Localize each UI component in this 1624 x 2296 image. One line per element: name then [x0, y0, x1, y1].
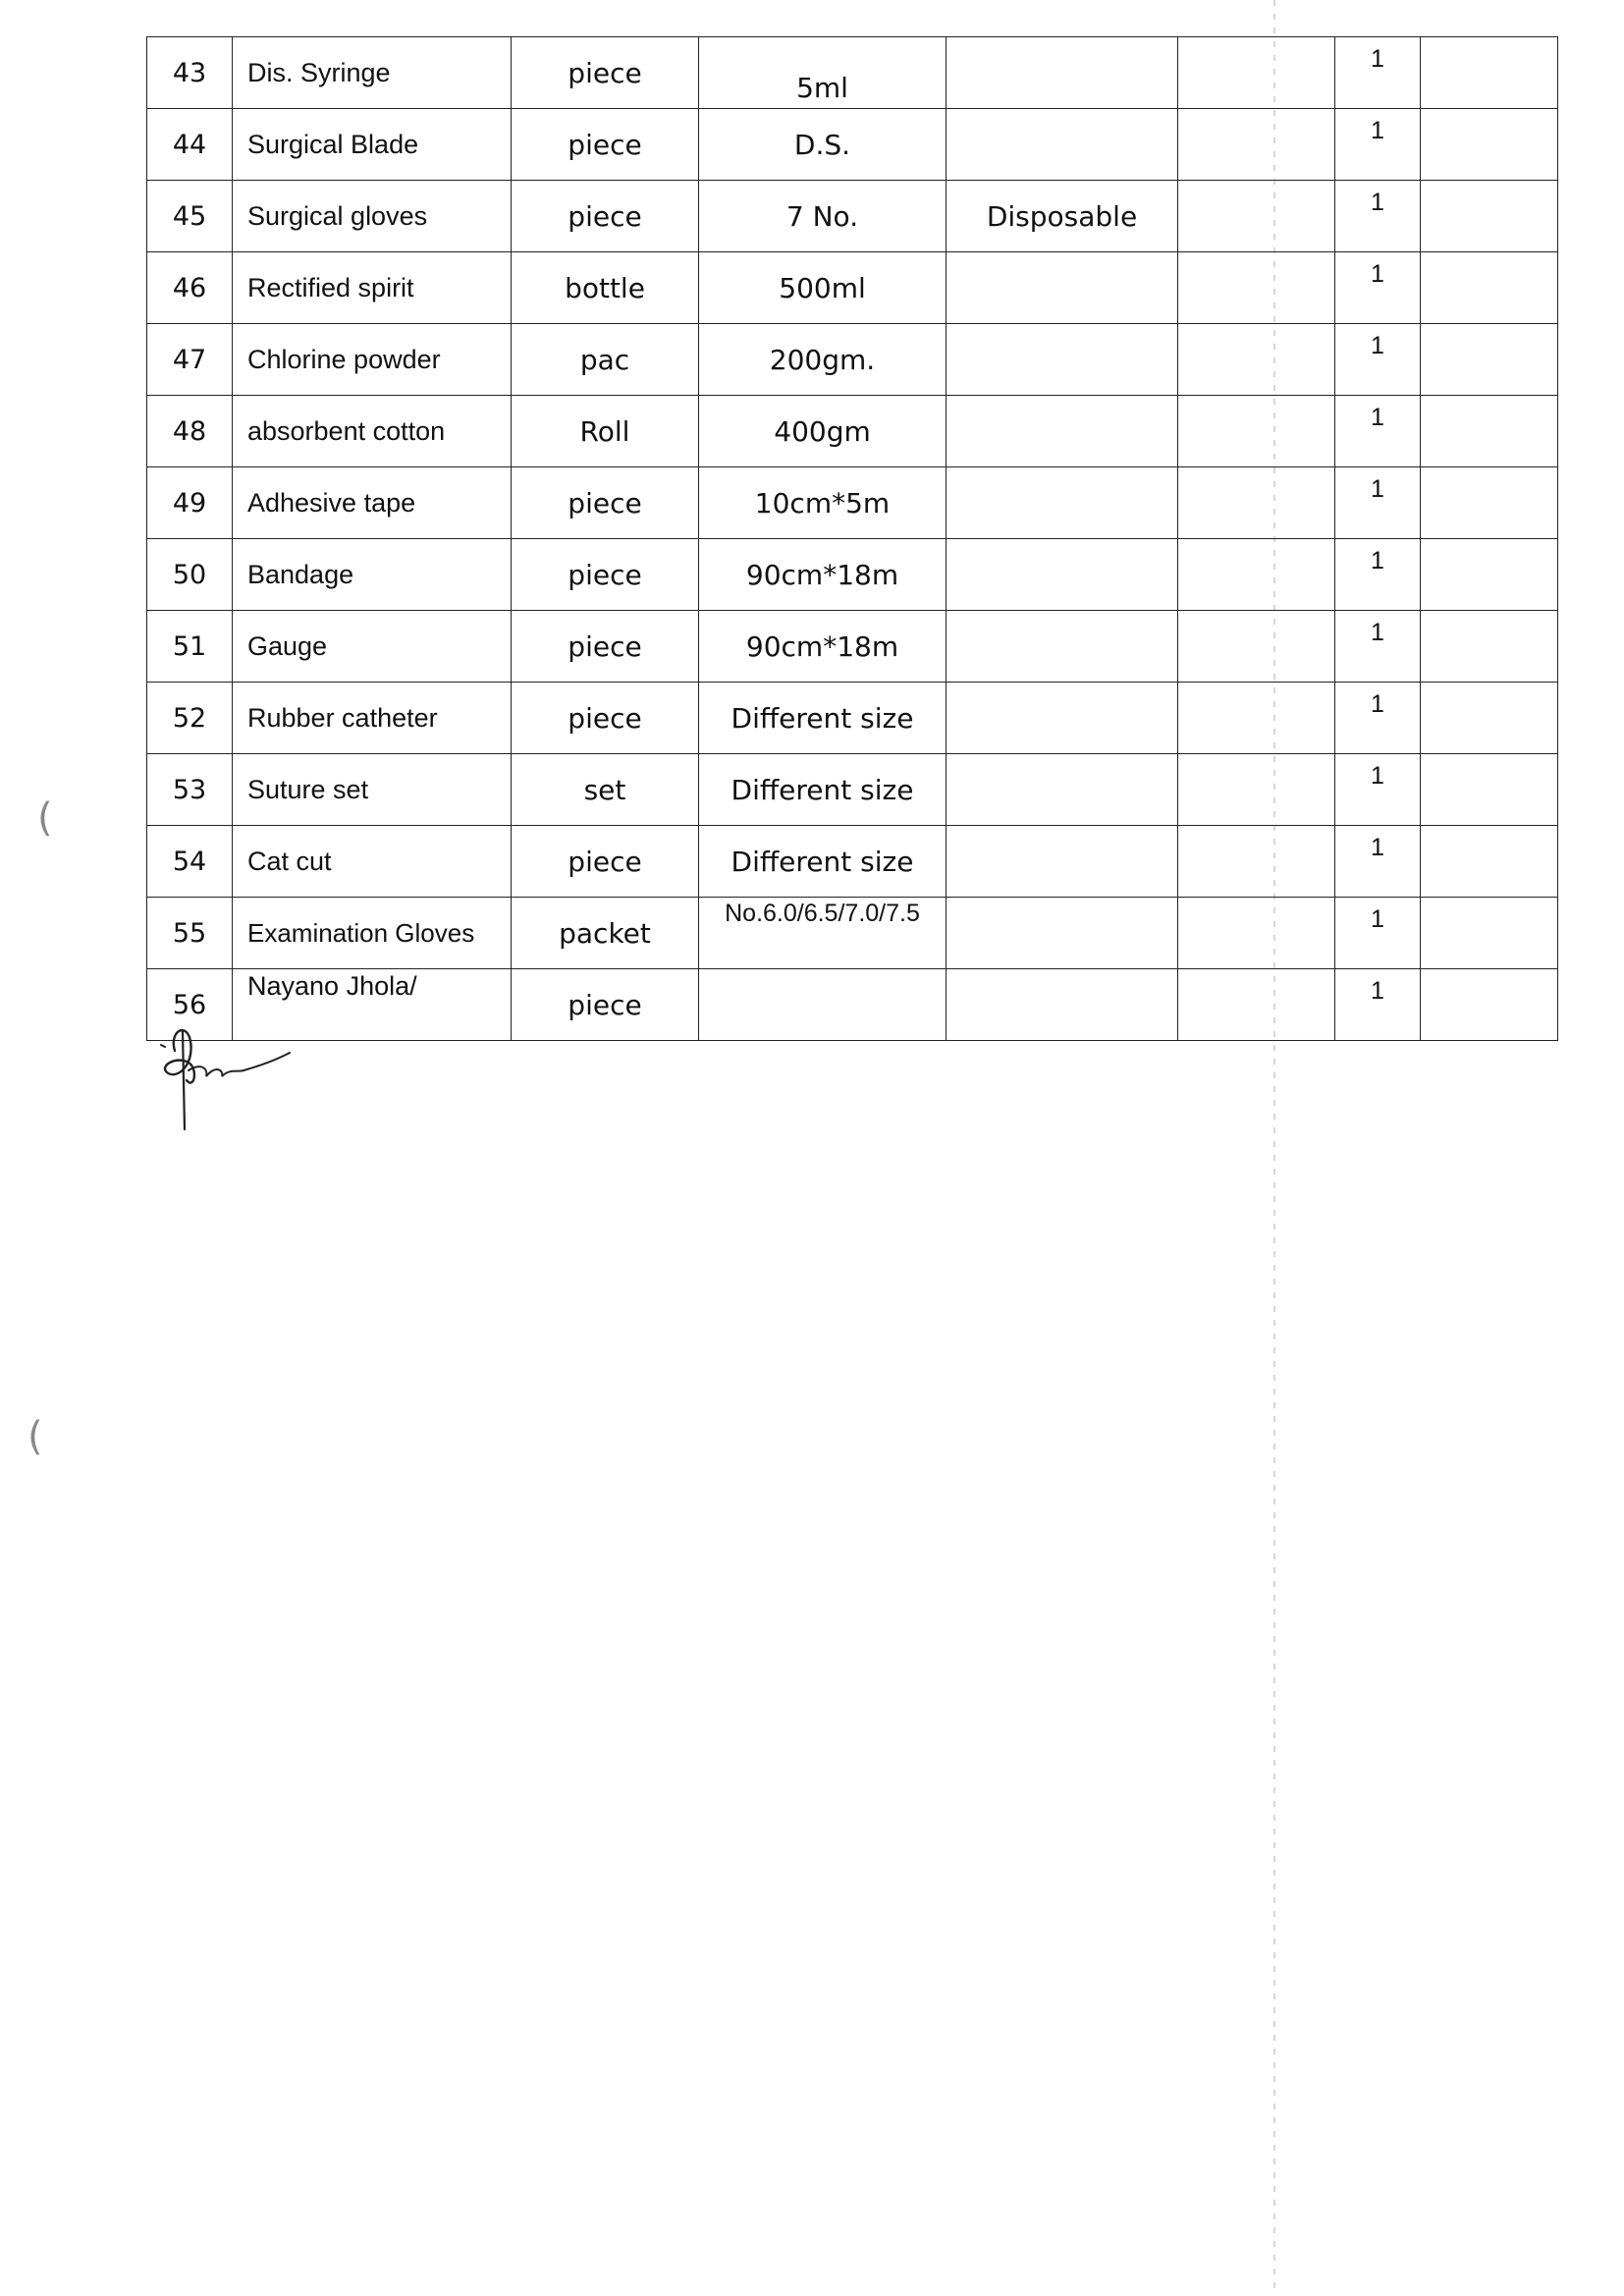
unit-cell: Roll	[512, 396, 699, 467]
item-name-cell: Chlorine powder	[233, 324, 512, 396]
item-name-cell: absorbent cotton	[233, 396, 512, 467]
blank-cell	[1178, 539, 1335, 611]
item-number-cell: 53	[147, 754, 233, 826]
item-number-cell: 56	[147, 969, 233, 1041]
supply-list-table	[146, 36, 1558, 1041]
item-number-cell: 46	[147, 252, 233, 324]
unit-cell: piece	[512, 826, 699, 898]
table-row	[147, 539, 1558, 611]
specification-cell: 7 No.	[699, 181, 947, 252]
table-row	[147, 37, 1558, 109]
specification-cell: 90cm*18m	[699, 611, 947, 683]
table-row	[147, 969, 1558, 1041]
item-name-cell: Adhesive tape	[233, 467, 512, 539]
punch-mark: (	[37, 795, 53, 841]
remark-cell	[947, 467, 1178, 539]
item-name-cell: Bandage	[233, 539, 512, 611]
item-number-cell: 48	[147, 396, 233, 467]
table-row	[147, 324, 1558, 396]
blank-cell	[1421, 539, 1558, 611]
table-row	[147, 467, 1558, 539]
remark-cell	[947, 611, 1178, 683]
blank-cell	[1178, 969, 1335, 1041]
item-name-cell: Cat cut	[233, 826, 512, 898]
blank-cell	[1421, 37, 1558, 109]
table-row	[147, 826, 1558, 898]
quantity-cell: 1	[1335, 37, 1421, 109]
unit-cell: piece	[512, 181, 699, 252]
quantity-cell: 1	[1335, 324, 1421, 396]
item-name-cell: Nayano Jhola/	[233, 969, 512, 1041]
table-row	[147, 181, 1558, 252]
unit-cell: piece	[512, 467, 699, 539]
blank-cell	[1421, 969, 1558, 1041]
specification-cell: No.6.0/6.5/7.0/7.5	[699, 898, 947, 969]
specification-cell: Different size	[699, 826, 947, 898]
specification-cell: Different size	[699, 683, 947, 754]
table-row	[147, 396, 1558, 467]
item-name-cell: Rectified spirit	[233, 252, 512, 324]
remark-cell	[947, 826, 1178, 898]
quantity-cell: 1	[1335, 969, 1421, 1041]
item-number-cell: 52	[147, 683, 233, 754]
specification-cell: 5ml	[699, 37, 947, 109]
blank-cell	[1421, 324, 1558, 396]
unit-cell: piece	[512, 109, 699, 181]
unit-cell: pac	[512, 324, 699, 396]
item-number-cell: 55	[147, 898, 233, 969]
item-number-cell: 49	[147, 467, 233, 539]
blank-cell	[1178, 754, 1335, 826]
blank-cell	[1178, 109, 1335, 181]
table-row	[147, 611, 1558, 683]
item-name-cell: Dis. Syringe	[233, 37, 512, 109]
blank-cell	[1421, 683, 1558, 754]
blank-cell	[1178, 37, 1335, 109]
unit-cell: piece	[512, 969, 699, 1041]
blank-cell	[1421, 252, 1558, 324]
blank-cell	[1421, 826, 1558, 898]
table-row	[147, 683, 1558, 754]
unit-cell: piece	[512, 539, 699, 611]
blank-cell	[1178, 467, 1335, 539]
table-row	[147, 754, 1558, 826]
remark-cell	[947, 539, 1178, 611]
blank-cell	[1178, 181, 1335, 252]
blank-cell	[1178, 611, 1335, 683]
blank-cell	[1178, 826, 1335, 898]
blank-cell	[1178, 252, 1335, 324]
quantity-cell: 1	[1335, 611, 1421, 683]
remark-cell	[947, 324, 1178, 396]
quantity-cell: 1	[1335, 181, 1421, 252]
item-number-cell: 47	[147, 324, 233, 396]
item-name-cell: Surgical Blade	[233, 109, 512, 181]
blank-cell	[1421, 611, 1558, 683]
item-number-cell: 45	[147, 181, 233, 252]
unit-cell: packet	[512, 898, 699, 969]
specification-cell: 90cm*18m	[699, 539, 947, 611]
specification-cell: 500ml	[699, 252, 947, 324]
blank-cell	[1421, 181, 1558, 252]
quantity-cell: 1	[1335, 467, 1421, 539]
blank-cell	[1421, 467, 1558, 539]
unit-cell: bottle	[512, 252, 699, 324]
remark-cell	[947, 252, 1178, 324]
item-number-cell: 44	[147, 109, 233, 181]
unit-cell: piece	[512, 683, 699, 754]
blank-cell	[1178, 898, 1335, 969]
blank-cell	[1178, 324, 1335, 396]
quantity-cell: 1	[1335, 754, 1421, 826]
unit-cell: set	[512, 754, 699, 826]
item-name-cell: Suture set	[233, 754, 512, 826]
unit-cell: piece	[512, 611, 699, 683]
remark-cell	[947, 969, 1178, 1041]
remark-cell: Disposable	[947, 181, 1178, 252]
blank-cell	[1421, 396, 1558, 467]
item-name-cell: Gauge	[233, 611, 512, 683]
quantity-cell: 1	[1335, 109, 1421, 181]
specification-cell: 400gm	[699, 396, 947, 467]
quantity-cell: 1	[1335, 683, 1421, 754]
item-name-cell: Examination Gloves	[233, 898, 512, 969]
quantity-cell: 1	[1335, 539, 1421, 611]
item-name-cell: Rubber catheter	[233, 683, 512, 754]
blank-cell	[1178, 396, 1335, 467]
remark-cell	[947, 109, 1178, 181]
specification-cell: Different size	[699, 754, 947, 826]
item-number-cell: 54	[147, 826, 233, 898]
table-row	[147, 898, 1558, 969]
blank-cell	[1178, 683, 1335, 754]
table-row	[147, 109, 1558, 181]
signature	[147, 1011, 304, 1139]
quantity-cell: 1	[1335, 396, 1421, 467]
item-number-cell: 50	[147, 539, 233, 611]
quantity-cell: 1	[1335, 252, 1421, 324]
remark-cell	[947, 754, 1178, 826]
remark-cell	[947, 683, 1178, 754]
blank-cell	[1421, 898, 1558, 969]
item-number-cell: 51	[147, 611, 233, 683]
blank-cell	[1421, 109, 1558, 181]
punch-mark: (	[27, 1414, 43, 1459]
item-name-cell: Surgical gloves	[233, 181, 512, 252]
specification-cell: D.S.	[699, 109, 947, 181]
specification-cell	[699, 969, 947, 1041]
item-number-cell: 43	[147, 37, 233, 109]
table-row	[147, 252, 1558, 324]
quantity-cell: 1	[1335, 826, 1421, 898]
specification-cell: 10cm*5m	[699, 467, 947, 539]
quantity-cell: 1	[1335, 898, 1421, 969]
specification-cell: 200gm.	[699, 324, 947, 396]
remark-cell	[947, 396, 1178, 467]
remark-cell	[947, 898, 1178, 969]
blank-cell	[1421, 754, 1558, 826]
remark-cell	[947, 37, 1178, 109]
unit-cell: piece	[512, 37, 699, 109]
